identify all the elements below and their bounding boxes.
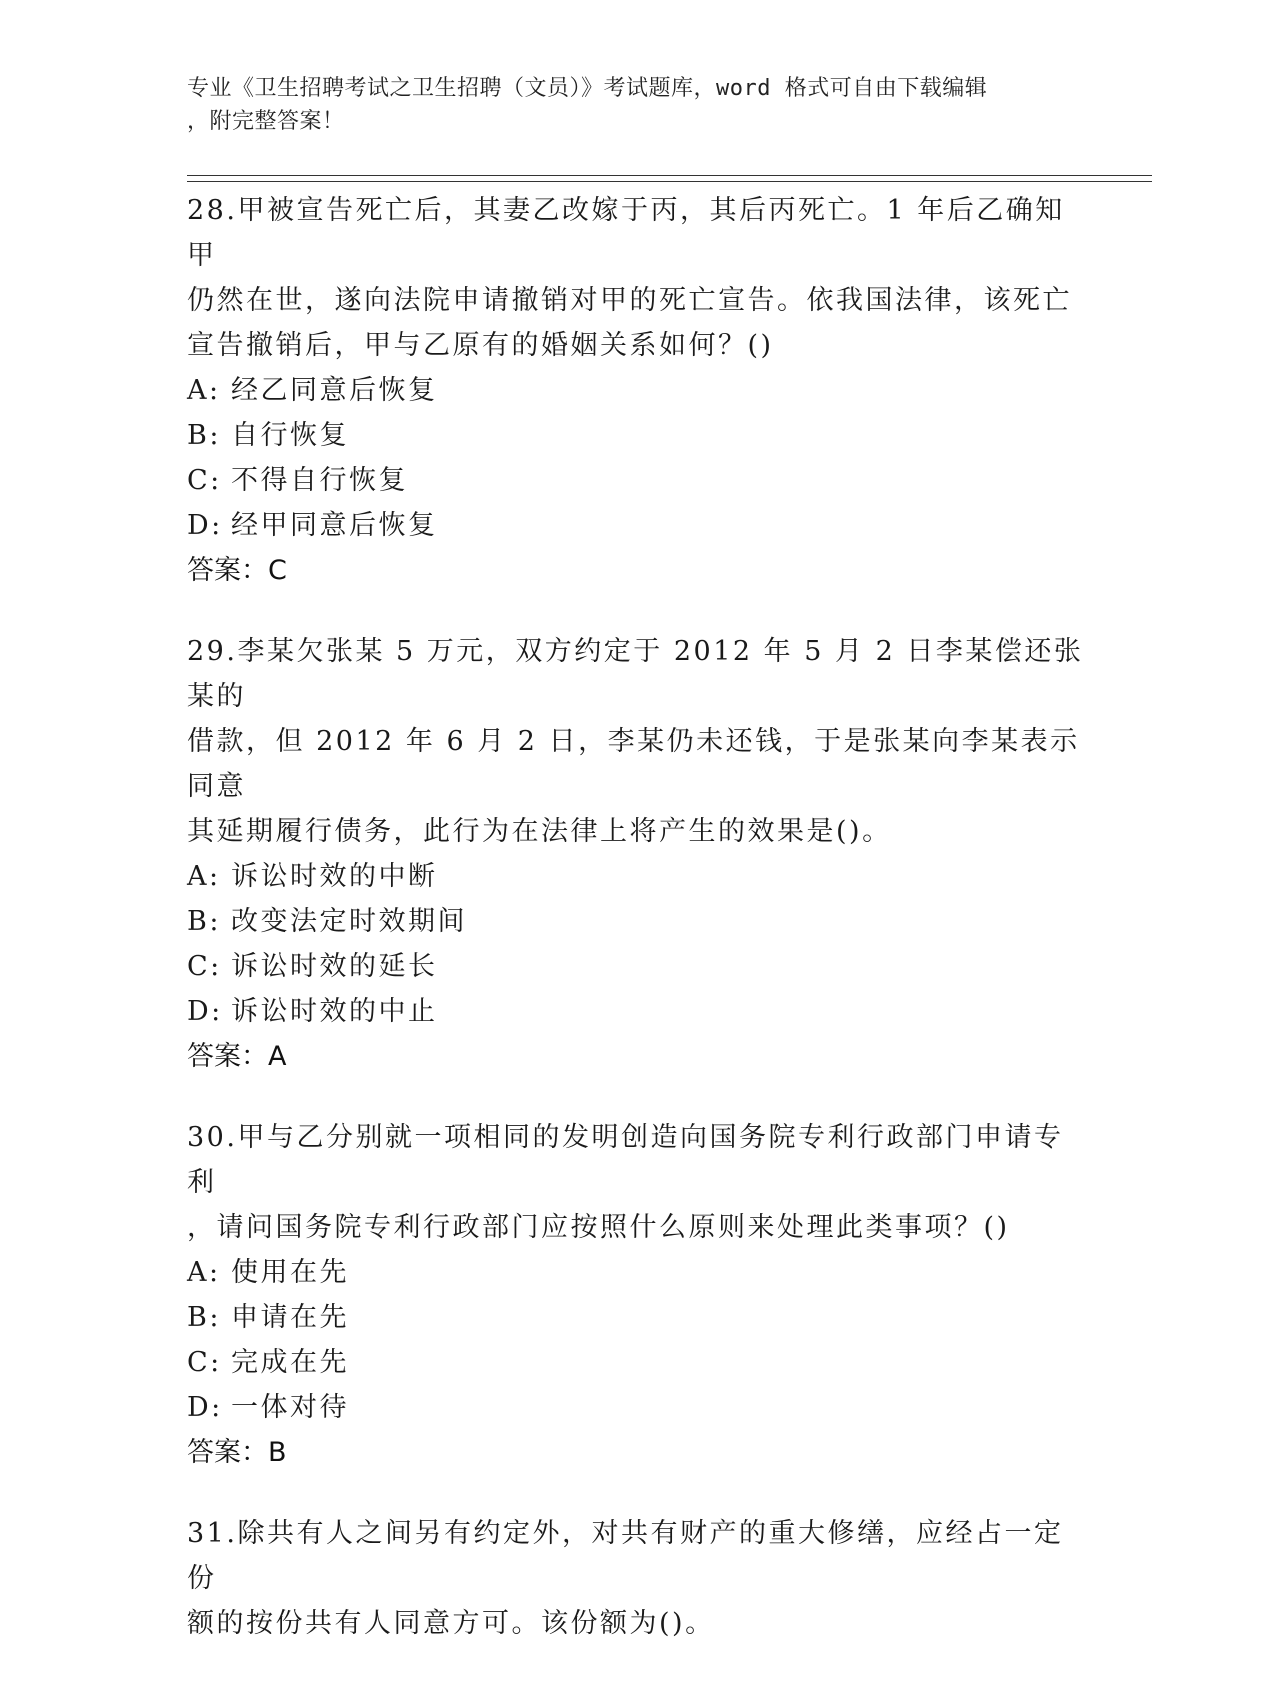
answer-option xyxy=(187,368,1087,413)
answer-option xyxy=(187,854,1087,899)
answer-option xyxy=(187,899,1087,944)
question-stem-line: 31.除共有人之间另有约定外，对共有财产的重大修缮，应经占一定份 xyxy=(187,1518,1064,1594)
option-text: 经甲同意后恢复 xyxy=(231,510,438,541)
option-key: B: xyxy=(187,906,221,937)
option-key: D: xyxy=(187,996,223,1027)
option-key: C: xyxy=(187,465,222,496)
option-text: 完成在先 xyxy=(231,1347,349,1378)
question-stem-line: ，请问国务院专利行政部门应按照什么原则来处理此类事项？() xyxy=(187,1212,1010,1243)
question-stem-line: 29.李某欠张某 5 万元，双方约定于 2012 年 5 月 2 日李某偿还张某的 xyxy=(187,636,1084,712)
answer-option xyxy=(187,1295,1087,1340)
answer-option xyxy=(187,1340,1087,1385)
header-line-1: 专业《卫生招聘考试之卫生招聘（文员）》考试题库，word 格式可自由下载编辑 xyxy=(187,76,988,101)
question-stem-line: 仍然在世，遂向法院申请撤销对甲的死亡宣告。依我国法律，该死亡 xyxy=(187,285,1072,316)
option-key: A: xyxy=(187,861,221,892)
option-key: C: xyxy=(187,1347,222,1378)
option-text: 一体对待 xyxy=(231,1392,349,1423)
option-key: A: xyxy=(187,1257,221,1288)
question-block xyxy=(187,1511,1087,1646)
header-divider-top xyxy=(187,175,1152,176)
answer-line: 答案：B xyxy=(187,1437,287,1468)
header-divider-bottom xyxy=(187,181,1152,182)
answer-option xyxy=(187,413,1087,458)
document-header xyxy=(187,72,1067,138)
option-key: D: xyxy=(187,1392,223,1423)
option-key: C: xyxy=(187,951,222,982)
question-stem-line: 28.甲被宣告死亡后，其妻乙改嫁于丙，其后丙死亡。1 年后乙确知甲 xyxy=(187,195,1065,271)
question-list xyxy=(187,188,1087,1682)
question-stem-line: 30.甲与乙分别就一项相同的发明创造向国务院专利行政部门申请专利 xyxy=(187,1122,1064,1198)
option-key: B: xyxy=(187,420,221,451)
option-key: A: xyxy=(187,375,221,406)
answer-option xyxy=(187,1385,1087,1430)
question-block xyxy=(187,188,1087,593)
option-text: 经乙同意后恢复 xyxy=(231,375,438,406)
answer-line: 答案：C xyxy=(187,555,287,586)
option-key: B: xyxy=(187,1302,221,1333)
answer-option xyxy=(187,944,1087,989)
question-block xyxy=(187,1115,1087,1475)
option-text: 诉讼时效的中止 xyxy=(231,996,438,1027)
answer-option xyxy=(187,458,1087,503)
option-text: 诉讼时效的中断 xyxy=(231,861,438,892)
option-text: 自行恢复 xyxy=(231,420,349,451)
option-text: 改变法定时效期间 xyxy=(231,906,467,937)
option-key: D: xyxy=(187,510,223,541)
question-block xyxy=(187,629,1087,1079)
option-text: 不得自行恢复 xyxy=(231,465,408,496)
answer-option xyxy=(187,503,1087,548)
option-text: 申请在先 xyxy=(231,1302,349,1333)
answer-line: 答案：A xyxy=(187,1041,287,1072)
answer-option xyxy=(187,1250,1087,1295)
question-stem-line: 其延期履行债务，此行为在法律上将产生的效果是()。 xyxy=(187,816,892,847)
header-line-2: ，附完整答案！ xyxy=(187,109,345,134)
answer-option xyxy=(187,989,1087,1034)
question-stem-line: 宣告撤销后，甲与乙原有的婚姻关系如何？() xyxy=(187,330,774,361)
question-stem-line: 额的按份共有人同意方可。该份额为()。 xyxy=(187,1608,715,1639)
question-stem-line: 借款，但 2012 年 6 月 2 日，李某仍未还钱，于是张某向李某表示同意 xyxy=(187,726,1080,802)
option-text: 诉讼时效的延长 xyxy=(231,951,438,982)
option-text: 使用在先 xyxy=(231,1257,349,1288)
